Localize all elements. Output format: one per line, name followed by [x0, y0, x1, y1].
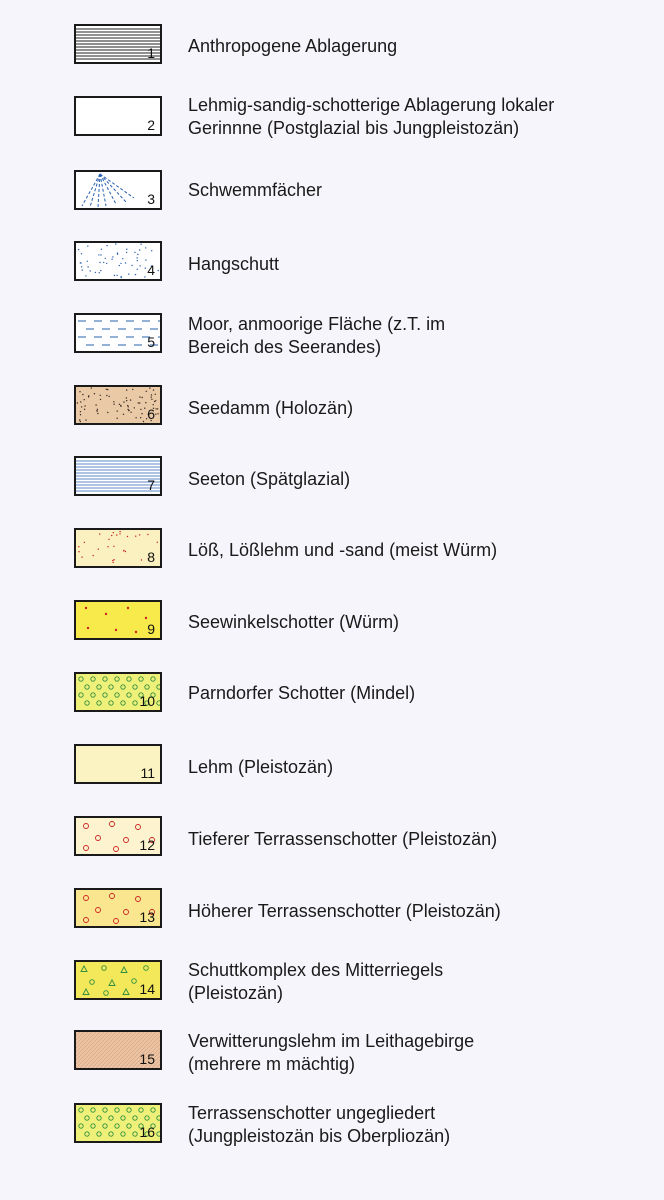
legend-swatch-13 — [74, 888, 162, 928]
legend-number-8: 8 — [147, 549, 155, 565]
legend-label-7 — [188, 468, 658, 491]
legend-label-11 — [188, 756, 658, 779]
legend-label-line: Schuttkomplex des Mitterriegels — [188, 960, 444, 980]
legend-label-5 — [188, 313, 658, 359]
legend-number-13: 13 — [139, 909, 155, 925]
legend-label-1 — [188, 35, 658, 58]
legend-label-line: Verwitterungslehm im Leithagebirge — [188, 1031, 475, 1051]
legend-swatch-5 — [74, 313, 162, 353]
legend-swatch-16 — [74, 1103, 162, 1143]
legend-swatch-7 — [74, 456, 162, 496]
legend-swatch-10 — [74, 672, 162, 712]
legend-label-9 — [188, 611, 658, 634]
legend-number-1: 1 — [147, 45, 155, 61]
legend-number-3: 3 — [147, 191, 155, 207]
legend-swatch-6 — [74, 385, 162, 425]
legend-label-line: Höherer Terrassenschotter (Pleistozän) — [188, 901, 501, 921]
legend-label-line: Parndorfer Schotter (Mindel) — [188, 683, 416, 703]
legend-label-12 — [188, 828, 658, 851]
legend-number-12: 12 — [139, 837, 155, 853]
legend-label-line: Lehm (Pleistozän) — [188, 757, 334, 777]
legend-swatch-4 — [74, 241, 162, 281]
legend-number-15: 15 — [139, 1051, 155, 1067]
legend-swatch-8 — [74, 528, 162, 568]
legend-swatch-1 — [74, 24, 162, 64]
legend-label-6 — [188, 397, 658, 420]
legend-label-2 — [188, 94, 658, 140]
legend-number-2: 2 — [147, 117, 155, 133]
legend-label-10 — [188, 682, 658, 705]
legend-number-6: 6 — [147, 406, 155, 422]
legend-swatch-12 — [74, 816, 162, 856]
legend-label-3 — [188, 179, 658, 202]
legend-label-line: Seeton (Spätglazial) — [188, 469, 351, 489]
legend-label-line: Gerinnne (Postglazial bis Jungpleistozän) — [188, 118, 520, 138]
legend-number-7: 7 — [147, 477, 155, 493]
legend-swatch-9 — [74, 600, 162, 640]
legend-swatch-2 — [74, 96, 162, 136]
legend-number-11: 11 — [140, 765, 155, 781]
legend-label-line: Hangschutt — [188, 254, 280, 274]
legend-label-line: Löß, Lößlehm und -sand (meist Würm) — [188, 540, 498, 560]
legend-number-9: 9 — [147, 621, 155, 637]
legend-label-14 — [188, 959, 658, 1005]
legend-number-14: 14 — [139, 981, 155, 997]
legend-label-15 — [188, 1030, 658, 1076]
legend-label-13 — [188, 900, 658, 923]
legend-swatch-11 — [74, 744, 162, 784]
legend-number-4: 4 — [147, 262, 155, 278]
legend-label-line: Anthropogene Ablagerung — [188, 36, 398, 56]
legend-number-5: 5 — [147, 334, 155, 350]
legend-label-line: Bereich des Seerandes) — [188, 337, 382, 357]
legend-label-line: Tieferer Terrassenschotter (Pleistozän) — [188, 829, 498, 849]
legend-label-line: Seewinkelschotter (Würm) — [188, 612, 400, 632]
legend-label-line: Schwemmfächer — [188, 180, 323, 200]
legend-swatch-14 — [74, 960, 162, 1000]
legend-swatch-3 — [74, 170, 162, 210]
legend-label-line: Moor, anmoorige Fläche (z.T. im — [188, 314, 446, 334]
legend-label-line: Terrassenschotter ungegliedert — [188, 1103, 436, 1123]
legend-label-line: (mehrere m mächtig) — [188, 1054, 356, 1074]
legend-number-10: 10 — [139, 693, 155, 709]
legend-number-16: 16 — [139, 1124, 155, 1140]
legend-label-line: Lehmig-sandig-schotterige Ablagerung lokaler — [188, 95, 555, 115]
legend-label-line: (Pleistozän) — [188, 983, 284, 1003]
legend-label-8 — [188, 539, 658, 562]
legend-label-line: Seedamm (Holozän) — [188, 398, 354, 418]
legend-swatch-15 — [74, 1030, 162, 1070]
legend-label-line: (Jungpleistozän bis Oberpliozän) — [188, 1126, 451, 1146]
legend-label-16 — [188, 1102, 658, 1148]
legend-label-4 — [188, 253, 658, 276]
